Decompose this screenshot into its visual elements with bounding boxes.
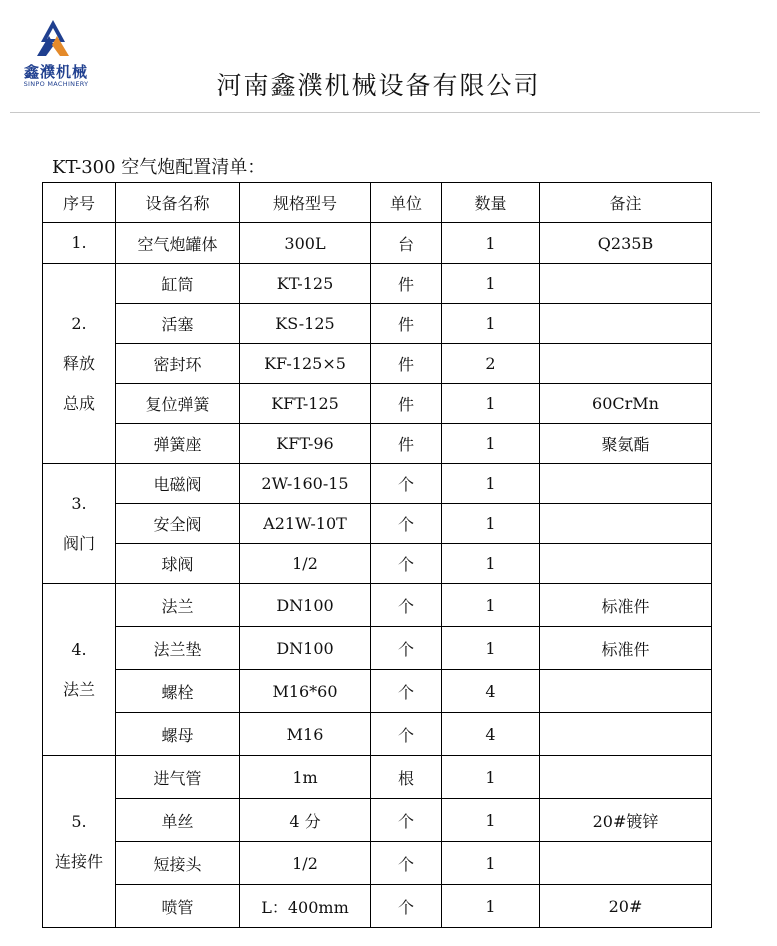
item-unit-cell: 个 bbox=[371, 799, 442, 842]
item-spec-cell: 1/2 bbox=[240, 842, 371, 885]
item-spec-cell: DN100 bbox=[240, 627, 371, 670]
group-name: 阀门 bbox=[62, 533, 95, 553]
item-name-cell: 安全阀 bbox=[116, 504, 240, 544]
item-qty-cell: 1 bbox=[442, 756, 540, 799]
table-header-row bbox=[43, 183, 712, 223]
item-qty-cell: 4 bbox=[442, 670, 540, 713]
item-note-cell: 聚氨酯 bbox=[540, 424, 712, 464]
group-name: 连接件 bbox=[54, 851, 103, 871]
item-qty-cell: 1 bbox=[442, 424, 540, 464]
item-unit-cell: 个 bbox=[371, 544, 442, 584]
item-note-cell: 20#镀锌 bbox=[540, 799, 712, 842]
item-unit-cell: 台 bbox=[371, 223, 442, 264]
logo-chinese-name: 鑫濮机械 bbox=[23, 63, 88, 81]
item-note-cell bbox=[540, 713, 712, 756]
item-spec-cell: KS-125 bbox=[240, 304, 371, 344]
item-spec-cell: 2W-160-15 bbox=[240, 464, 371, 504]
header-unit: 单位 bbox=[371, 183, 442, 223]
item-spec-cell: M16 bbox=[240, 713, 371, 756]
item-qty-cell: 1 bbox=[442, 264, 540, 304]
item-qty-cell: 1 bbox=[442, 799, 540, 842]
item-qty-cell: 2 bbox=[442, 344, 540, 384]
item-unit-cell: 个 bbox=[371, 504, 442, 544]
item-spec-cell: M16*60 bbox=[240, 670, 371, 713]
table-row bbox=[43, 756, 712, 799]
table-row bbox=[43, 264, 712, 304]
item-note-cell bbox=[540, 842, 712, 885]
header-note: 备注 bbox=[540, 183, 712, 223]
item-name-cell: 复位弹簧 bbox=[116, 384, 240, 424]
item-unit-cell: 个 bbox=[371, 842, 442, 885]
item-name-cell: 电磁阀 bbox=[116, 464, 240, 504]
document-title: KT-300 空气炮配置清单： bbox=[52, 157, 266, 178]
item-unit-cell: 个 bbox=[371, 885, 442, 928]
item-name-cell: 法兰垫 bbox=[116, 627, 240, 670]
item-note-cell: 标准件 bbox=[540, 584, 712, 627]
item-name-cell: 缸筒 bbox=[116, 264, 240, 304]
group-name: 总成 bbox=[62, 393, 95, 413]
header-spec: 规格型号 bbox=[240, 183, 371, 223]
header-divider bbox=[10, 112, 760, 113]
item-spec-cell: L：400mm bbox=[240, 885, 371, 928]
item-note-cell bbox=[540, 504, 712, 544]
item-spec-cell: KT-125 bbox=[240, 264, 371, 304]
header-name: 设备名称 bbox=[116, 183, 240, 223]
item-name-cell: 进气管 bbox=[116, 756, 240, 799]
item-spec-cell: KF-125×5 bbox=[240, 344, 371, 384]
item-name-cell: 法兰 bbox=[116, 584, 240, 627]
item-qty-cell: 1 bbox=[442, 885, 540, 928]
item-note-cell bbox=[540, 264, 712, 304]
table-row bbox=[43, 670, 712, 713]
item-unit-cell: 个 bbox=[371, 584, 442, 627]
item-qty-cell: 1 bbox=[442, 304, 540, 344]
table-row bbox=[43, 713, 712, 756]
item-note-cell bbox=[540, 544, 712, 584]
item-note-cell: 20# bbox=[540, 885, 712, 928]
item-name-cell: 密封环 bbox=[116, 344, 240, 384]
item-spec-cell: A21W-10T bbox=[240, 504, 371, 544]
configuration-table bbox=[42, 182, 712, 928]
item-name-cell: 弹簧座 bbox=[116, 424, 240, 464]
item-note-cell bbox=[540, 670, 712, 713]
table-row bbox=[43, 424, 712, 464]
header-qty: 数量 bbox=[442, 183, 540, 223]
item-name-cell: 活塞 bbox=[116, 304, 240, 344]
item-name-cell: 单丝 bbox=[116, 799, 240, 842]
item-qty-cell: 1 bbox=[442, 464, 540, 504]
table-row bbox=[43, 304, 712, 344]
item-unit-cell: 件 bbox=[371, 304, 442, 344]
item-qty-cell: 1 bbox=[442, 504, 540, 544]
item-name-cell: 空气炮罐体 bbox=[116, 223, 240, 264]
table-row bbox=[43, 627, 712, 670]
item-unit-cell: 件 bbox=[371, 424, 442, 464]
table-row bbox=[43, 384, 712, 424]
item-qty-cell: 1 bbox=[442, 223, 540, 264]
item-qty-cell: 1 bbox=[442, 584, 540, 627]
item-name-cell: 螺母 bbox=[116, 713, 240, 756]
company-name: 河南鑫濮机械设备有限公司 bbox=[216, 71, 541, 100]
table-row bbox=[43, 885, 712, 928]
table-row bbox=[43, 223, 712, 264]
table-row bbox=[43, 504, 712, 544]
group-number: 4. bbox=[71, 639, 87, 659]
group-name: 法兰 bbox=[62, 679, 95, 699]
item-qty-cell: 4 bbox=[442, 713, 540, 756]
item-note-cell bbox=[540, 344, 712, 384]
table-row bbox=[43, 842, 712, 885]
group-number-cell bbox=[43, 756, 116, 928]
group-number: 2. bbox=[71, 313, 87, 333]
item-qty-cell: 1 bbox=[442, 544, 540, 584]
logo-mark-icon bbox=[32, 18, 74, 58]
group-number: 3. bbox=[71, 493, 87, 513]
item-unit-cell: 个 bbox=[371, 670, 442, 713]
item-unit-cell: 件 bbox=[371, 344, 442, 384]
item-note-cell bbox=[540, 304, 712, 344]
table-row bbox=[43, 464, 712, 504]
item-unit-cell: 件 bbox=[371, 384, 442, 424]
item-note-cell: 标准件 bbox=[540, 627, 712, 670]
table-row bbox=[43, 344, 712, 384]
item-spec-cell: KFT-125 bbox=[240, 384, 371, 424]
item-spec-cell: KFT-96 bbox=[240, 424, 371, 464]
item-name-cell: 球阀 bbox=[116, 544, 240, 584]
item-unit-cell: 个 bbox=[371, 713, 442, 756]
item-unit-cell: 个 bbox=[371, 464, 442, 504]
table-row bbox=[43, 544, 712, 584]
group-number-cell bbox=[43, 584, 116, 756]
item-name-cell: 喷管 bbox=[116, 885, 240, 928]
item-spec-cell: 1m bbox=[240, 756, 371, 799]
item-name-cell: 螺栓 bbox=[116, 670, 240, 713]
item-qty-cell: 1 bbox=[442, 842, 540, 885]
logo-english-name: SINPO MACHINERY bbox=[23, 80, 89, 88]
table-row bbox=[43, 799, 712, 842]
item-unit-cell: 根 bbox=[371, 756, 442, 799]
item-note-cell: 60CrMn bbox=[540, 384, 712, 424]
item-note-cell: Q235B bbox=[540, 223, 712, 264]
group-name: 释放 bbox=[62, 353, 95, 373]
item-spec-cell: DN100 bbox=[240, 584, 371, 627]
item-name-cell: 短接头 bbox=[116, 842, 240, 885]
item-note-cell bbox=[540, 464, 712, 504]
group-number-cell bbox=[43, 223, 116, 264]
item-spec-cell: 300L bbox=[240, 223, 371, 264]
item-spec-cell: 4 分 bbox=[240, 799, 371, 842]
header-no: 序号 bbox=[43, 183, 116, 223]
group-number-cell bbox=[43, 264, 116, 464]
item-qty-cell: 1 bbox=[442, 384, 540, 424]
item-qty-cell: 1 bbox=[442, 627, 540, 670]
item-spec-cell: 1/2 bbox=[240, 544, 371, 584]
table-row bbox=[43, 584, 712, 627]
item-unit-cell: 件 bbox=[371, 264, 442, 304]
item-unit-cell: 个 bbox=[371, 627, 442, 670]
group-number: 5. bbox=[71, 811, 87, 831]
item-note-cell bbox=[540, 756, 712, 799]
group-number: 1. bbox=[71, 233, 87, 252]
group-number-cell bbox=[43, 464, 116, 584]
